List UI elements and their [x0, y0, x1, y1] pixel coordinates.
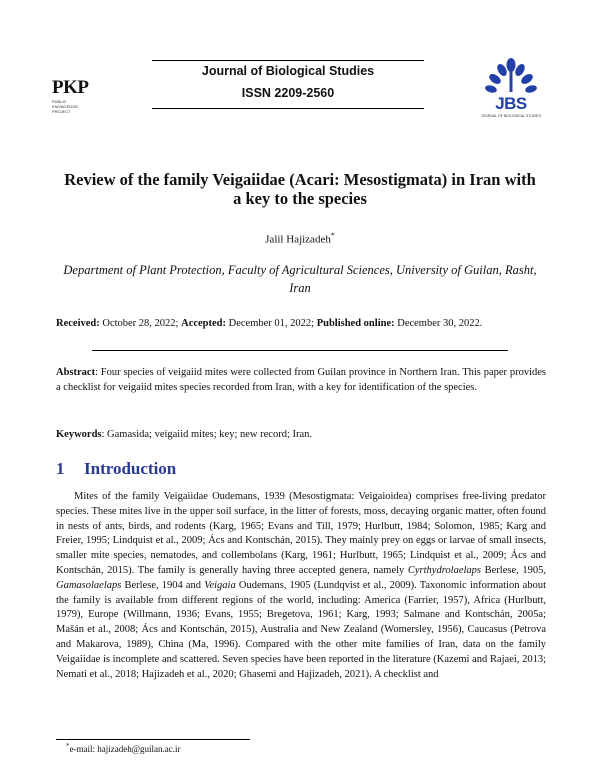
pkp-logo [52, 78, 112, 114]
pkp-logo-text: PKP [52, 77, 89, 98]
header-rule-top [152, 60, 424, 61]
affiliation: Department of Plant Protection, Faculty of Agricultural Sciences, University of Guilan, Rasht, Iran [63, 263, 537, 295]
section-number: 1 [56, 459, 65, 478]
footnote-rule [56, 739, 250, 740]
abstract [56, 366, 546, 396]
received-date: October 28, 2022; [102, 318, 179, 329]
abstract-text: : Four species of veigaiid mites were collected from Guilan province in Northern Iran. This paper provides a checklist for veigaiid mites species recorded from Iran, with a key for identification of the species. [56, 367, 546, 393]
issn: ISSN 2209-2560 [241, 86, 335, 100]
genus-name: Cyrthydrolaelaps [407, 564, 481, 576]
footnote-email: e-mail: hajizadeh@guilan.ac.ir [69, 744, 181, 754]
author-mark: * [330, 231, 335, 240]
paper-title: Review of the family Veigaiidae (Acari: Mesostigmata) in Iran with a key to the species [64, 170, 536, 208]
footnote [66, 742, 181, 754]
footnote-mark: * [66, 742, 70, 750]
journal-name: Journal of Biological Studies [201, 64, 375, 78]
pkp-logo-subtitle: PUBLIC KNOWLEDGE PROJECT [52, 99, 79, 114]
abstract-label: Abstract [56, 367, 96, 378]
introduction-paragraph [56, 490, 546, 682]
section-heading-introduction [56, 459, 546, 479]
publication-dates [56, 318, 546, 329]
keywords-text: : Gamasida; veigaiid mites; key; new record; Iran. [101, 429, 313, 440]
keywords-label: Keywords [56, 429, 102, 440]
published-label: Published online: [316, 318, 395, 329]
author-name: Jalil Hajizadeh [265, 233, 331, 246]
received-label: Received: [56, 318, 100, 329]
section-title: Introduction [84, 459, 177, 478]
jbs-logo-text: JBS [495, 94, 527, 113]
header-rule-bottom [152, 108, 424, 109]
genus-name: Gamasolaelaps [56, 579, 122, 591]
published-date: December 30, 2022. [397, 318, 483, 329]
intro-text-1: Mites of the family Veigaiidae Oudemans, 1939 (Mesostigmata: Veigaioidea) comprises free-living predator species. These mites live in the upper soil surface, in the litter of forests, moss, decaying organic matter, often found in nests of ants, birds, and rodents (Karg, 1965; Evans and Till, 1979; Hurlbutt, 1984; Solomon, 1985; Karg and Freier, 1995; Lindquist et al., 2009; Ács and Kontschán, 2015). They mainly prey on eggs or larvae of small insects, smaller mite species, nematodes, and collembolans (Karg, 1961; Hurlbutt, 1965; Lindquist et al., 2009; Ács and Kontschán, 2015). The family is generally having three accepted genera, namely [56, 491, 546, 576]
genus-name: Veigaia [204, 579, 236, 591]
intro-text-2: Berlese, 1905, [481, 564, 546, 576]
intro-text-4: Oudemans, 1905 (Lundqvist et al., 2009). Taxonomic information about the family is available from different regions of the world, including: America (Farrier, 1957), Africa (Hurlbutt, 1979), Europe (Willmann, 1936; Evans, 1955; Bregetova, 1961; Karg, 1993; Salmane and Kontschán, 2005a; Mašán et al., 2008; Ács and Kontschán, 2015), Australia and New Zealand (Womersley, 1956), Caucasus (Petrova and Makarova, 1989), China (Ma, 1996). Compared with the other mite families of Iran, data on the family Veigaiidae is incomplete and scattered. Seven species have been reported in the literature (Kazemi and Rajaei, 2013; Nemati et al., 2018; Hajizadeh et al., 2020; Ghasemi and Hajizadeh, 2021). A checklist and [56, 579, 546, 680]
keywords [56, 428, 546, 443]
accepted-date: December 01, 2022; [228, 318, 315, 329]
accepted-label: Accepted: [181, 318, 227, 329]
title-rule [92, 350, 508, 351]
intro-text-3: Berlese, 1904 and [121, 579, 205, 591]
jbs-logo-subtitle: JOURNAL OF BIOLOGICAL STUDIES [480, 114, 542, 118]
author-line [60, 231, 540, 246]
